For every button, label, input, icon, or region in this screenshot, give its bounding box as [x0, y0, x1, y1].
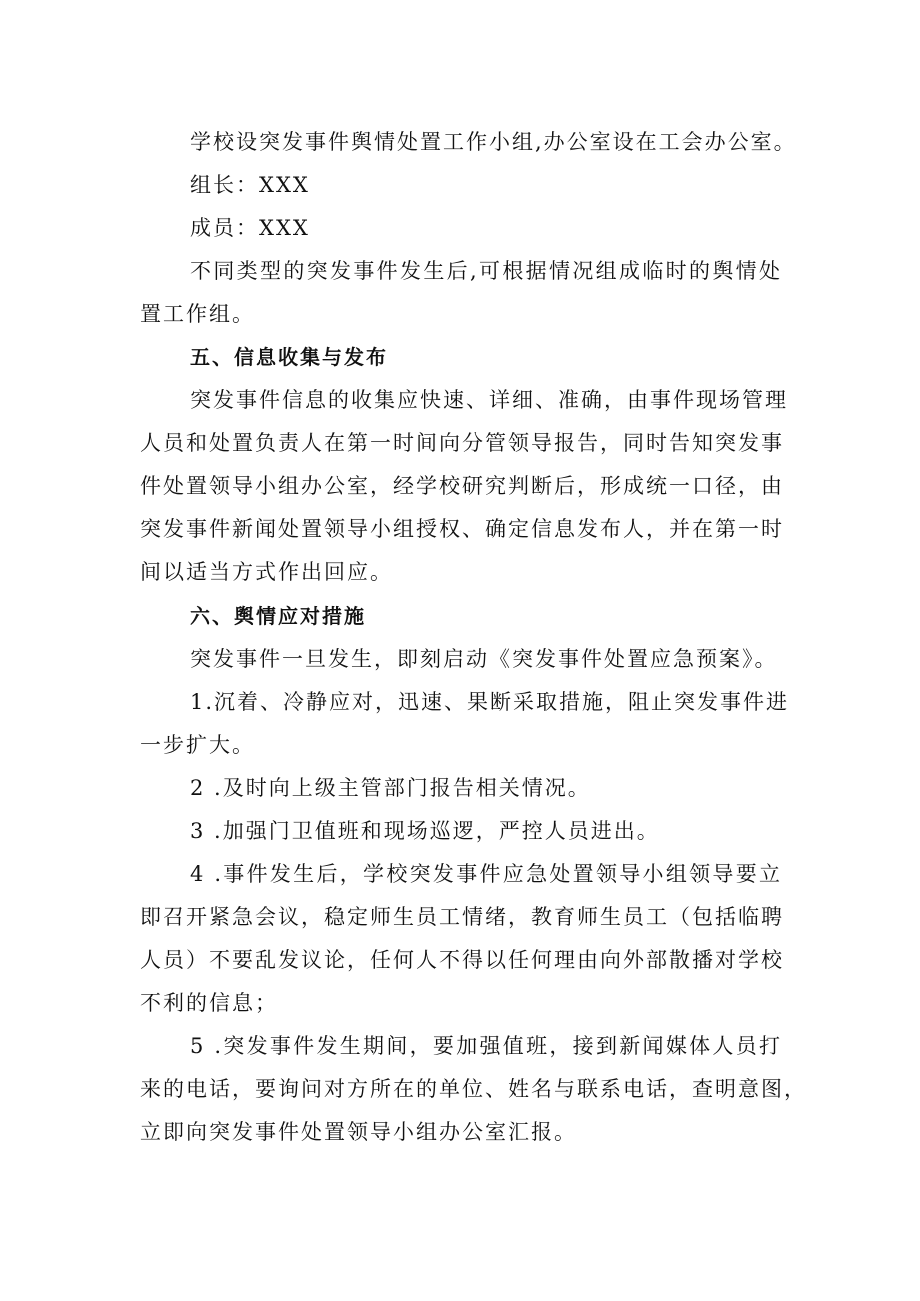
paragraph-info-line-2: 人员和处置负责人在第一时间向分管领导报告，同时告知突发事: [140, 431, 784, 455]
item-2: 2 .及时向上级主管部门报告相关情况。: [190, 776, 591, 800]
item-1-line-1: 1.沉着、冷静应对，迅速、果断采取措施，阻止突发事件进: [190, 690, 790, 714]
item-4-line-2: 即召开紧急会议，稳定师生员工情绪，教育师生员工（包括临聘: [140, 905, 784, 929]
paragraph-response-intro: 突发事件一旦发生，即刻启动《突发事件处置应急预案》。: [190, 647, 778, 671]
item-4-line-1: 4 .事件发生后，学校突发事件应急处置领导小组领导要立: [190, 862, 782, 886]
item-3: 3 .加强门卫值班和现场巡逻，严控人员进出。: [190, 819, 660, 843]
group-leader-line: 组长：XXX: [190, 173, 310, 197]
item-1-line-2: 一步扩大。: [140, 733, 255, 757]
paragraph-info-line-3: 件处置领导小组办公室，经学校研究判断后，形成统一口径，由: [140, 474, 784, 498]
paragraph-temporary-group-line-1: 不同类型的突发事件发生后,可根据情况组成临时的舆情处: [190, 259, 782, 283]
paragraph-info-line-1: 突发事件信息的收集应快速、详细、准确，由事件现场管理: [190, 388, 788, 412]
group-members-line: 成员：XXX: [190, 216, 310, 240]
paragraph-info-line-4: 突发事件新闻处置领导小组授权、确定信息发布人，并在第一时: [140, 517, 784, 541]
paragraph-temporary-group-line-2: 置工作组。: [140, 302, 255, 326]
item-5-line-1: 5 .突发事件发生期间，要加强值班，接到新闻媒体人员打: [190, 1034, 782, 1058]
item-5-line-2: 来的电话，要询问对方所在的单位、姓名与联系电话，查明意图，: [140, 1077, 807, 1101]
item-4-line-4: 不利的信息；: [140, 991, 278, 1015]
paragraph-info-line-5: 间以适当方式作出回应。: [140, 560, 393, 584]
section-heading-6: 六、舆情应对措施: [190, 604, 366, 628]
paragraph-group-office-line: 学校设突发事件舆情处置工作小组,办公室设在工会办公室。: [190, 130, 797, 154]
item-4-line-3: 人员）不要乱发议论，任何人不得以任何理由向外部散播对学校: [140, 948, 784, 972]
section-heading-5: 五、信息收集与发布: [190, 345, 388, 369]
item-5-line-3: 立即向突发事件处置领导小组办公室汇报。: [140, 1120, 577, 1144]
